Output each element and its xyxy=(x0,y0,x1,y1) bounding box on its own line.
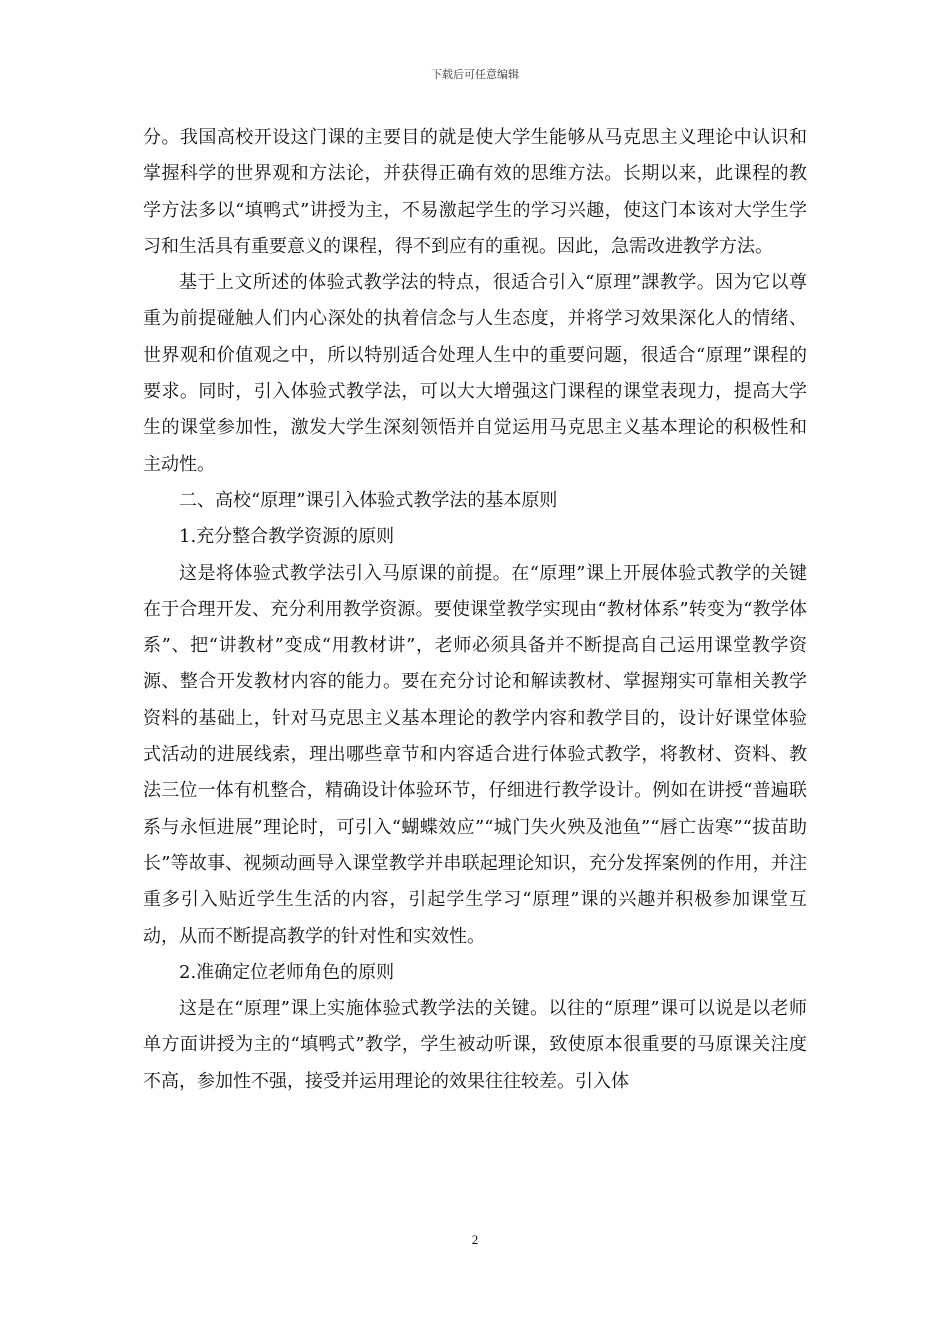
paragraph: 这是将体验式教学法引入马原课的前提。在“原理”课上开展体验式教学的关键在于合理开发、充分利用教学资源。要使课堂教学实现由“教材体系”转变为“教学体系”、把“讲教材”变成“用教材讲”，老师必须具备并不断提高自己运用课堂教学资源、整合开发教材内容的能力。要在充分讨论和解读教材、掌握翔实可靠相关教学资料的基础上，针对马克思主义基本理论的教学内容和教学目的，设计好课堂体验式活动的进展线索，理出哪些章节和内容适合进行体验式教学，将教材、资料、教法三位一体有机整合，精确设计体验环节，仔细进行教学设计。例如在讲授“普遍联系与永恒进展”理论时，可引入“蝴蝶效应”“城门失火殃及池鱼”“唇亡齿寒”“拔苗助长”等故事、视频动画导入课堂教学并串联起理论知识，充分发挥案例的作用，并注重多引入贴近学生生活的内容，引起学生学习“原理”课的兴趣并积极参加课堂互动，从而不断提高教学的针对性和实效性。 xyxy=(143,562,807,947)
subsection-heading: 1.充分整合教学资源的原则 xyxy=(179,526,395,548)
body-text xyxy=(143,120,807,1100)
section-heading: 二、高校“原理”课引入体验式教学法的基本原则 xyxy=(179,489,558,511)
page-number: 2 xyxy=(471,1232,479,1247)
paragraph-continuation: 分。我国高校开设这门课的主要目的就是使大学生能够从马克思主义理论中认识和掌握科学的世界观和方法论，并获得正确有效的思维方法。长期以来，此课程的教学方法多以“填鸭式”讲授为主，不易激起学生的学习兴趣，使这门本该对大学生学习和生活具有重要意义的课程，得不到应有的重视。因此，急需改进教学方法。 xyxy=(143,127,807,257)
subsection-heading: 2.准确定位老师角色的原则 xyxy=(179,961,395,983)
paragraph: 这是在“原理”课上实施体验式教学法的关键。以往的“原理”课可以说是以老师单方面讲授为主的“填鸭式”教学，学生被动听课，致使原本很重要的马原课关注度不高，参加性不强，接受并运用理论的效果往往较差。引入体 xyxy=(143,998,807,1092)
page-header: 下载后可任意编辑 xyxy=(431,68,519,81)
paragraph: 基于上文所述的体验式教学法的特点，很适合引入“原理”課教学。因为它以尊重为前提碰触人们内心深处的执着信念与人生态度，并将学习效果深化人的情绪、世界观和价值观之中，所以特别适合处理人生中的重要问题，很适合“原理”课程的要求。同时，引入体验式教学法，可以大大增强这门课程的课堂表现力，提高大学生的课堂参加性，激发大学生深刻领悟并自觉运用马克思主义基本理论的积极性和主动性。 xyxy=(143,272,807,475)
